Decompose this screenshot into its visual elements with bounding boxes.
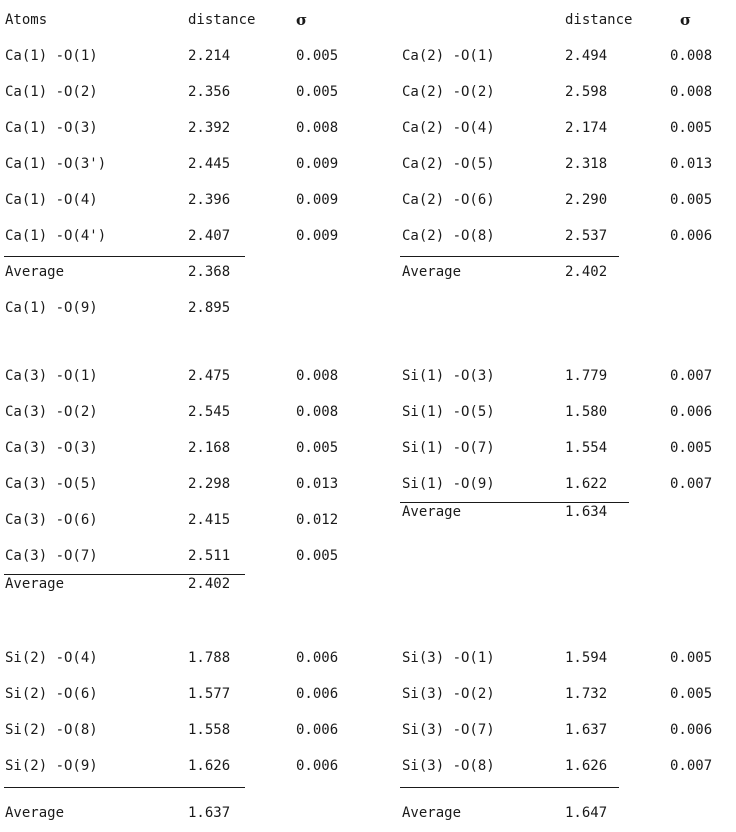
bond-sigma: 0.013 <box>670 156 713 172</box>
bond-atoms: Ca(1) -O(2) <box>5 84 98 100</box>
bond-atoms: Si(1) -O(3) <box>402 368 495 384</box>
bond-distance: 2.318 <box>565 156 608 172</box>
bond-atoms: Ca(3) -O(2) <box>5 404 98 420</box>
bond-atoms: Ca(3) -O(1) <box>5 368 98 384</box>
average-rule <box>4 256 245 257</box>
bond-distance: 2.396 <box>188 192 231 208</box>
bond-distance: 1.637 <box>565 722 608 738</box>
bond-sigma: 0.009 <box>296 156 339 172</box>
bond-atoms: Ca(3) -O(5) <box>5 476 98 492</box>
bond-atoms: Si(1) -O(9) <box>402 476 495 492</box>
average-label: Average <box>402 504 462 520</box>
average-value: 2.368 <box>188 264 231 280</box>
sigma-header-left: σ <box>296 11 308 29</box>
bond-atoms: Si(2) -O(4) <box>5 650 98 666</box>
bond-distance: 1.622 <box>565 476 608 492</box>
bond-distance: 2.545 <box>188 404 231 420</box>
bond-sigma: 0.009 <box>296 228 339 244</box>
bond-atoms: Ca(2) -O(1) <box>402 48 495 64</box>
bond-sigma: 0.005 <box>670 440 713 456</box>
average-label: Average <box>402 264 462 280</box>
bond-atoms: Si(3) -O(1) <box>402 650 495 666</box>
bond-atoms: Ca(3) -O(6) <box>5 512 98 528</box>
bond-atoms: Ca(1) -O(3) <box>5 120 98 136</box>
bond-sigma: 0.013 <box>296 476 339 492</box>
bond-distance: 1.788 <box>188 650 231 666</box>
bond-distance: 1.594 <box>565 650 608 666</box>
bond-distance: 2.168 <box>188 440 231 456</box>
bond-distance: 2.298 <box>188 476 231 492</box>
bond-distance: 2.392 <box>188 120 231 136</box>
bond-distance: 2.356 <box>188 84 231 100</box>
average-value: 1.637 <box>188 805 231 821</box>
bond-atoms: Ca(1) -O(1) <box>5 48 98 64</box>
bond-sigma: 0.008 <box>296 404 339 420</box>
distance-header-left: distance <box>188 12 256 28</box>
bond-distance: 1.626 <box>188 758 231 774</box>
bond-sigma: 0.005 <box>296 440 339 456</box>
bond-sigma: 0.005 <box>670 192 713 208</box>
bond-sigma: 0.005 <box>670 120 713 136</box>
bond-distance: 2.598 <box>565 84 608 100</box>
bond-atoms: Si(2) -O(9) <box>5 758 98 774</box>
bond-distance: 2.407 <box>188 228 231 244</box>
average-value: 2.402 <box>188 576 231 592</box>
average-label: Average <box>5 264 65 280</box>
sigma-header-right: σ <box>680 11 692 29</box>
bond-atoms: Si(2) -O(8) <box>5 722 98 738</box>
bond-distance: 2.537 <box>565 228 608 244</box>
bond-distance: 2.174 <box>565 120 608 136</box>
bond-distance: 1.626 <box>565 758 608 774</box>
bond-sigma: 0.006 <box>296 722 339 738</box>
bond-distance: 2.214 <box>188 48 231 64</box>
bond-distance: 1.577 <box>188 686 231 702</box>
extra-bond-atoms: Ca(1) -O(9) <box>5 300 98 316</box>
bond-distance: 2.475 <box>188 368 231 384</box>
bond-distance: 2.415 <box>188 512 231 528</box>
bond-distance: 1.580 <box>565 404 608 420</box>
bond-distance: 2.445 <box>188 156 231 172</box>
average-label: Average <box>5 805 65 821</box>
bond-distance: 2.494 <box>565 48 608 64</box>
bond-atoms: Ca(2) -O(5) <box>402 156 495 172</box>
distance-header-right: distance <box>565 12 633 28</box>
bond-atoms: Ca(2) -O(8) <box>402 228 495 244</box>
bond-sigma: 0.008 <box>670 84 713 100</box>
bond-sigma: 0.012 <box>296 512 339 528</box>
bond-atoms: Ca(3) -O(7) <box>5 548 98 564</box>
bond-sigma: 0.005 <box>296 548 339 564</box>
bond-sigma: 0.006 <box>670 722 713 738</box>
bond-sigma: 0.007 <box>670 758 713 774</box>
bond-sigma: 0.007 <box>670 368 713 384</box>
average-label: Average <box>5 576 65 592</box>
average-value: 2.402 <box>565 264 608 280</box>
bond-atoms: Si(2) -O(6) <box>5 686 98 702</box>
bond-distance: 1.558 <box>188 722 231 738</box>
bond-sigma: 0.006 <box>296 686 339 702</box>
bond-atoms: Ca(2) -O(6) <box>402 192 495 208</box>
average-value: 1.647 <box>565 805 608 821</box>
average-rule <box>4 787 245 788</box>
bond-atoms: Si(3) -O(7) <box>402 722 495 738</box>
average-rule <box>400 502 629 503</box>
bond-atoms: Ca(1) -O(3') <box>5 156 107 172</box>
bond-sigma: 0.008 <box>296 368 339 384</box>
average-value: 1.634 <box>565 504 608 520</box>
extra-bond-distance: 2.895 <box>188 300 231 316</box>
atoms-header: Atoms <box>5 12 48 28</box>
bond-sigma: 0.006 <box>670 228 713 244</box>
bond-atoms: Si(3) -O(8) <box>402 758 495 774</box>
average-label: Average <box>402 805 462 821</box>
bond-atoms: Si(1) -O(7) <box>402 440 495 456</box>
bond-sigma: 0.005 <box>296 48 339 64</box>
bond-sigma: 0.007 <box>670 476 713 492</box>
bond-distance: 1.732 <box>565 686 608 702</box>
bond-distance: 2.511 <box>188 548 231 564</box>
bond-atoms: Ca(1) -O(4) <box>5 192 98 208</box>
bond-sigma: 0.006 <box>296 650 339 666</box>
average-rule <box>400 256 619 257</box>
bond-sigma: 0.006 <box>296 758 339 774</box>
bond-atoms: Ca(1) -O(4') <box>5 228 107 244</box>
bond-sigma: 0.009 <box>296 192 339 208</box>
bond-atoms: Ca(3) -O(3) <box>5 440 98 456</box>
bond-sigma: 0.005 <box>670 686 713 702</box>
bond-atoms: Si(3) -O(2) <box>402 686 495 702</box>
bond-atoms: Si(1) -O(5) <box>402 404 495 420</box>
bond-distance: 1.554 <box>565 440 608 456</box>
bond-sigma: 0.006 <box>670 404 713 420</box>
bond-atoms: Ca(2) -O(2) <box>402 84 495 100</box>
bond-distance: 2.290 <box>565 192 608 208</box>
bond-distance: 1.779 <box>565 368 608 384</box>
bond-sigma: 0.008 <box>670 48 713 64</box>
bond-atoms: Ca(2) -O(4) <box>402 120 495 136</box>
bond-sigma: 0.005 <box>670 650 713 666</box>
average-rule <box>4 574 245 575</box>
average-rule <box>400 787 619 788</box>
bond-sigma: 0.008 <box>296 120 339 136</box>
bond-sigma: 0.005 <box>296 84 339 100</box>
